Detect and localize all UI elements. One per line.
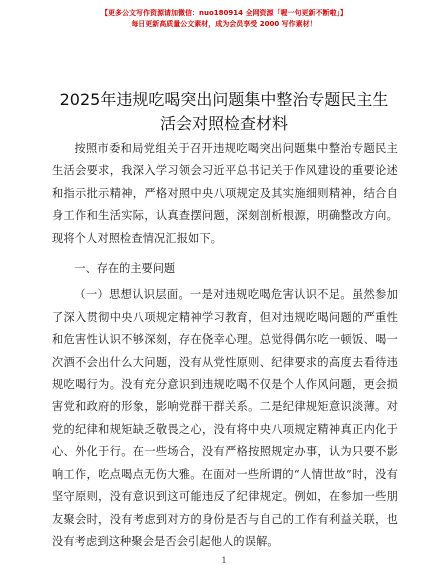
subsection-paragraph: （一）思想认识层面。一是对违规吃喝危害认识不足。虽然参加了深入贯彻中央八项规定精神学习教育，但对违规吃喝问题的严重性和危害性认识不够深刻，存在侥幸心理。总觉得偶尔吃一顿饭、喝一次酒不会出什么大问题，没有从党性原则、纪律要求的高度去看待违规吃喝行为。没有充分意识到违规吃喝不仅是个人作风问题，更会损害党和政府的形象，影响党群干群关系。二是纪律规矩意识淡薄。对党的纪律和规矩缺乏敬畏之心，没有将中央八项规定精神真正内化于心、外化于行。在一些场合，没有严格按照规定办事，认为只要不影响工作，吃点喝点无伤大雅。在面对一些所谓的“人情世故”时，没有坚守原则，没有意识到这可能违反了纪律规定。例如，在参加一些朋友聚会时，没有考虑到对方的身份是否与自己的工作有利益关联，也没有考虑到这种聚会是否会引起他人的误解。 (52, 288, 398, 548)
page-number: 1 (221, 556, 227, 565)
document-title-line-1: 2025年违规吃喝突出问题集中整治专题民主生 (59, 90, 389, 109)
promo-banner-line-1: 【更多公文写作资源请加微信：nuo180914 全网资源「喔一句更新不断啦」】 (101, 9, 347, 17)
section-heading: 一、存在的主要问题 (74, 262, 176, 276)
document-body (52, 138, 398, 553)
promo-banner (0, 8, 448, 30)
document-title (40, 88, 408, 136)
document-title-line-2: 活会对照检查材料 (159, 114, 288, 133)
intro-paragraph: 按照市委和局党组关于召开违规吃喝突出问题集中整治专题民主生活会要求，我深入学习领会习近平总书记关于作风建设的重要论述和指示批示精神，严格对照中央八项规定及其实施细则精神，结合自身工作和生活实际，认真查摆问题，深刻剖析根源，明确整改方向。现将个人对照检查情况汇报如下。 (52, 142, 398, 245)
promo-banner-line-2: 每日更新高质量公文素材，成为会员享受 2000 写作素材！ (131, 20, 317, 28)
